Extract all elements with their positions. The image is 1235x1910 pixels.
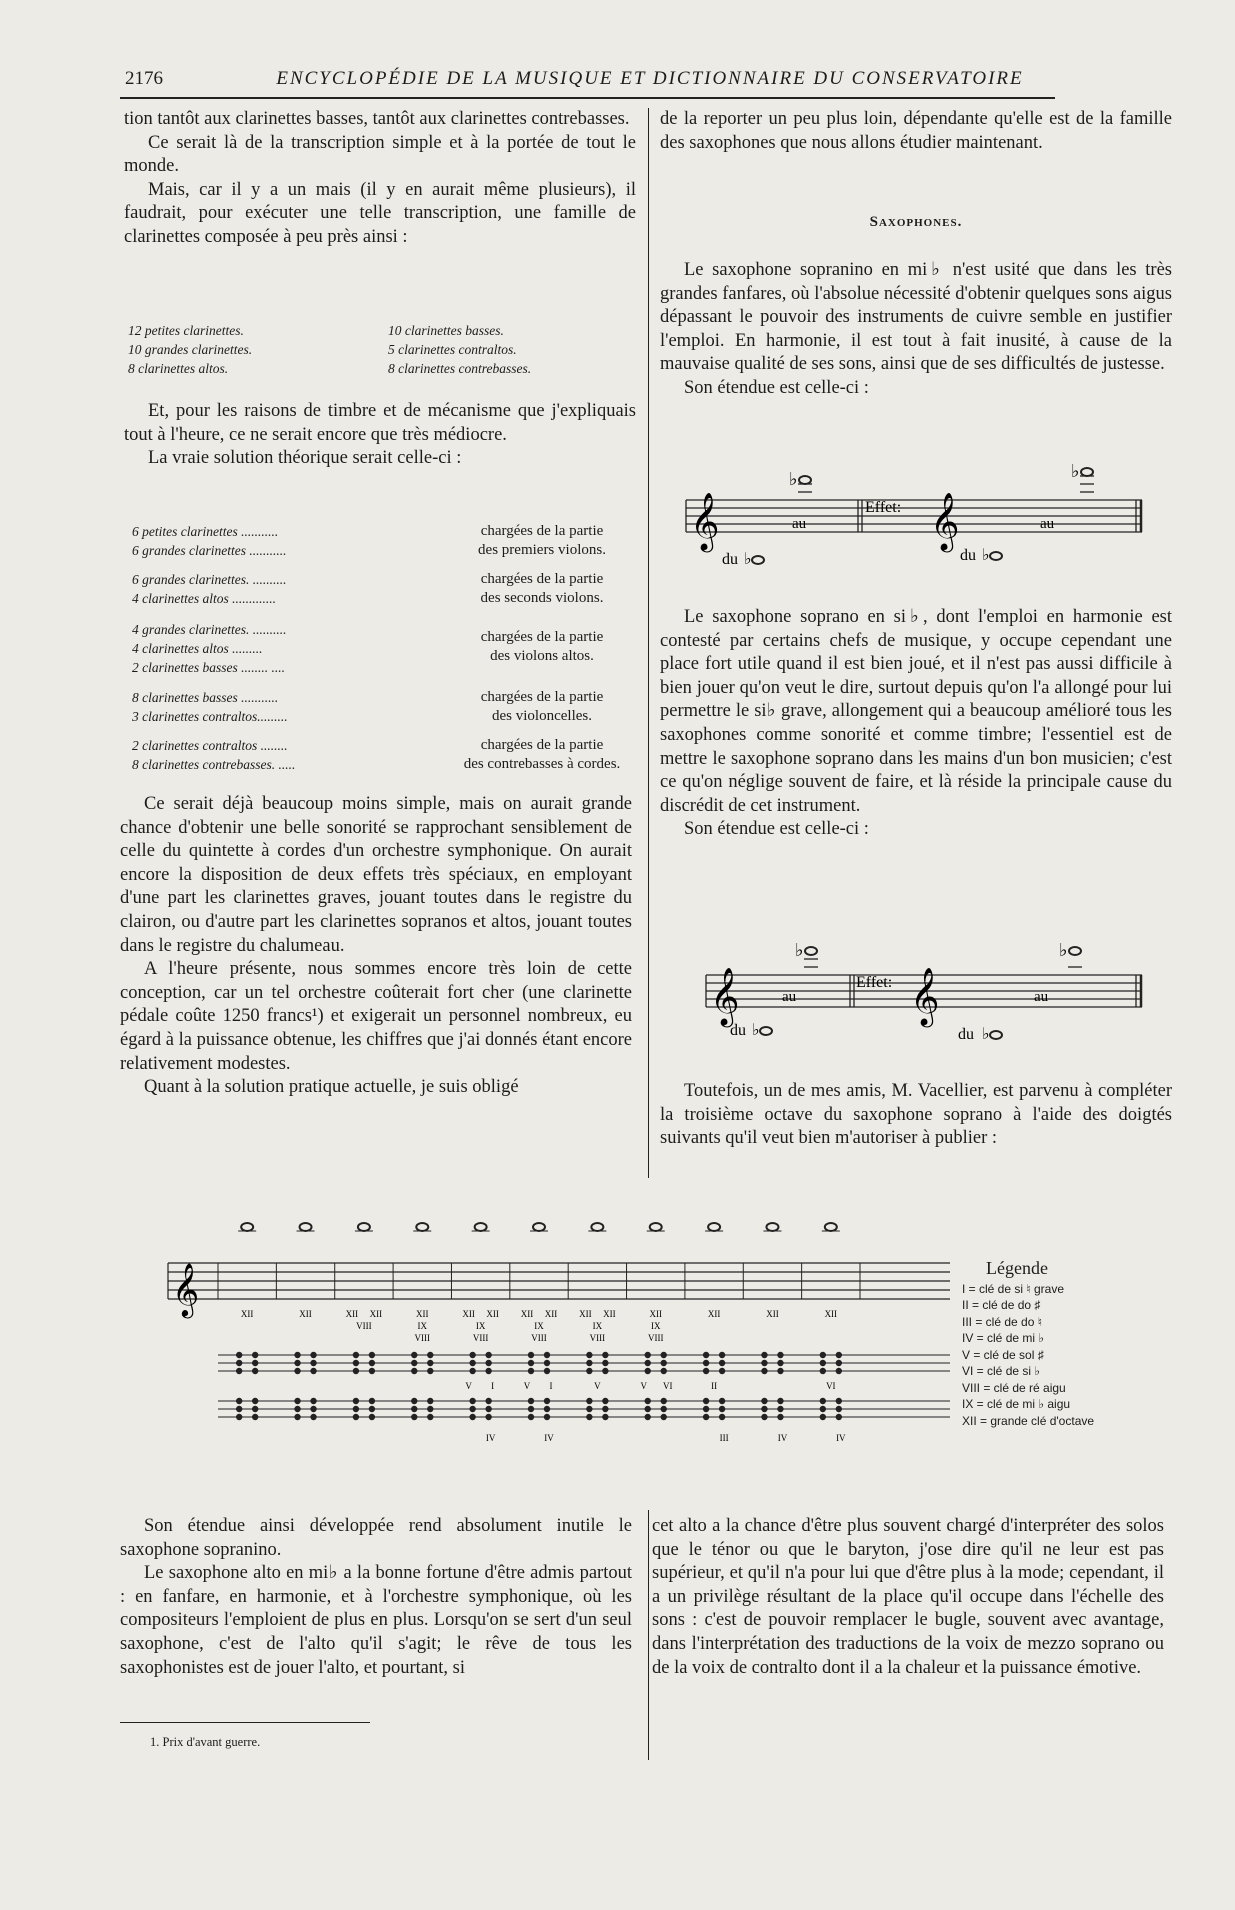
flat-icon: ♭ [795, 940, 804, 960]
key-dot [777, 1360, 783, 1366]
legend-item: I = clé de si ♮ grave [962, 1281, 1065, 1296]
key-label: IX [475, 1321, 486, 1331]
legend-item: III = clé de do ♮ [962, 1314, 1043, 1329]
key-dot [703, 1352, 709, 1358]
key-dot [586, 1368, 592, 1374]
key-dot [602, 1398, 608, 1404]
right-column-vacellier [660, 1080, 1172, 1151]
key-dot [820, 1398, 826, 1404]
key-dot [353, 1414, 359, 1420]
key-dot [369, 1414, 375, 1420]
key-label: V [640, 1381, 647, 1391]
paragraph: Ce serait là de la transcription simple et à la portée de tout le monde. [124, 132, 636, 177]
key-dot [703, 1360, 709, 1366]
key-label: V [465, 1381, 472, 1391]
key-dot [761, 1414, 767, 1420]
key-label: XII [369, 1309, 383, 1319]
key-dot [703, 1406, 709, 1412]
key-dot [236, 1368, 242, 1374]
key-dot [703, 1398, 709, 1404]
table-cell: des violons altos. [490, 648, 594, 664]
table-cell: 4 clarinettes altos ......... [132, 641, 263, 656]
key-dot [661, 1398, 667, 1404]
list-item: 8 clarinettes contrebasses. [388, 361, 532, 376]
left-column-mid [124, 400, 636, 471]
key-dot [252, 1406, 258, 1412]
left-column-bottom [120, 793, 632, 1100]
footnote: 1. Prix d'avant guerre. [150, 1735, 261, 1749]
key-dot [528, 1352, 534, 1358]
table-cell: 2 clarinettes contraltos ........ [132, 738, 288, 753]
clarinet-list-b [388, 321, 638, 378]
key-dot [236, 1414, 242, 1420]
key-label: IV [485, 1433, 496, 1443]
key-dot [661, 1414, 667, 1420]
key-dot [411, 1360, 417, 1366]
key-dot [310, 1414, 316, 1420]
footnote-rule [120, 1722, 370, 1723]
key-dot [661, 1360, 667, 1366]
key-dot [719, 1360, 725, 1366]
key-dot [252, 1414, 258, 1420]
note-head [416, 1223, 428, 1231]
treble-clef-icon: 𝄞 [690, 493, 720, 549]
key-label: IX [650, 1321, 661, 1331]
legend-title: Légende [986, 1258, 1048, 1278]
key-dot [761, 1406, 767, 1412]
staff-label-du: du [960, 547, 976, 564]
key-dot [310, 1398, 316, 1404]
key-label: III [719, 1433, 729, 1443]
key-label: XII [486, 1309, 499, 1319]
key-label: II [711, 1381, 718, 1391]
legend-item: VIII = clé de ré aigu [962, 1380, 1066, 1395]
note-head [475, 1223, 487, 1231]
key-label: VIII [414, 1333, 431, 1343]
staff-label-du: du [722, 551, 738, 568]
key-dot [252, 1368, 258, 1374]
note-head [533, 1223, 545, 1231]
key-label: VI [826, 1381, 836, 1391]
key-label: I [491, 1381, 495, 1391]
key-dot [485, 1398, 491, 1404]
key-dot [777, 1406, 783, 1412]
paragraph: Quant à la solution pratique actuelle, je suis obligé [144, 1077, 519, 1098]
paragraph: Le saxophone sopranino en mi♭ n'est usité que dans les très grandes fanfares, où l'absolue nécessité d'obtenir quelques sons aigus dépassant le pouvoir des instruments de cuivre semble en justifier l'emploi. En harmonie, il est tout à fait inusité, à cause de la mauvaise qualité de ses sons, ainsi que de ses difficultés de justesse. [660, 260, 1172, 375]
paragraph: cet alto a la chance d'être plus souvent chargé d'interpréter des solos que le ténor ou que le baryton, j'ose dire qu'il ne leur est pas supérieur, et qu'il n'a pour lui que d'être plus à la mode; cependant, il a un privilège résultant de la place qu'il occupe dans l'échelle des sons : c'est de pouvoir remplacer le bugle, souvent avec avantage, dans l'interprétation des traductions de la voix de mezzo soprano ou de la voix de contralto dont il a la chaleur et la puissance émotive. [652, 1516, 1164, 1678]
table-cell: 6 grandes clarinettes. .......... [132, 572, 287, 587]
key-dot [602, 1414, 608, 1420]
list-item: 12 petites clarinettes. [128, 323, 244, 338]
key-label: V [594, 1381, 601, 1391]
key-dot [544, 1368, 550, 1374]
treble-clef-icon: 𝄞 [910, 968, 940, 1024]
sopranino-range-staff [680, 460, 1150, 570]
key-dot [703, 1368, 709, 1374]
treble-clef-icon: 𝄞 [172, 1264, 200, 1315]
key-dot [645, 1398, 651, 1404]
bottom-right-column [652, 1515, 1164, 1680]
key-dot [777, 1352, 783, 1358]
key-dot [820, 1414, 826, 1420]
key-label: IX [592, 1321, 603, 1331]
key-dot [544, 1406, 550, 1412]
key-dot [544, 1414, 550, 1420]
key-dot [602, 1352, 608, 1358]
key-dot [761, 1360, 767, 1366]
key-dot [469, 1352, 475, 1358]
paragraph: La vraie solution théorique serait celle-ci : [148, 448, 462, 469]
key-dot [820, 1406, 826, 1412]
key-dot [836, 1414, 842, 1420]
key-dot [719, 1352, 725, 1358]
key-dot [485, 1352, 491, 1358]
key-dot [586, 1414, 592, 1420]
key-dot [369, 1368, 375, 1374]
note-head [300, 1223, 312, 1231]
key-dot [820, 1360, 826, 1366]
key-dot [528, 1406, 534, 1412]
legend-item: VI = clé de si ♭ [962, 1364, 1041, 1378]
key-label: I [549, 1381, 553, 1391]
key-dot [294, 1414, 300, 1420]
key-dot [645, 1368, 651, 1374]
staff-label-au: au [792, 516, 807, 532]
key-dot [353, 1368, 359, 1374]
key-dot [703, 1414, 709, 1420]
key-label: IV [836, 1433, 846, 1443]
table-cell: chargées de la partie [480, 737, 604, 753]
note-head [799, 476, 811, 484]
note-head [650, 1223, 662, 1231]
key-dot [777, 1398, 783, 1404]
key-label: XII [299, 1309, 312, 1319]
key-dot [586, 1406, 592, 1412]
staff-label-effet: Effet: [856, 974, 893, 991]
paragraph: Toutefois, un de mes amis, M. Vacellier, est parvenu à compléter la troisième octave du saxophone soprano à l'aide des doigtés suivants qu'il veut bien m'autoriser à publier : [660, 1081, 1172, 1149]
key-dot [294, 1398, 300, 1404]
staff-label-au: au [782, 989, 797, 1005]
key-dot [836, 1360, 842, 1366]
key-dot [353, 1398, 359, 1404]
key-dot [427, 1406, 433, 1412]
legend-item: IX = clé de mi ♭ aigu [962, 1397, 1071, 1411]
key-label: XII [520, 1309, 534, 1319]
table-cell: 6 grandes clarinettes ........... [132, 543, 287, 558]
legend [962, 1260, 1122, 1429]
paragraph: Ce serait déjà beaucoup moins simple, mais on aurait grande chance d'obtenir une belle sonorité se rapprochant sensiblement de celle du quintette à cordes d'un orchestre symphonique. On aurait encore la disposition de deux effets très spéciaux, en employant d'une part les clarinettes graves, jouant toutes dans le registre du clairon, ou d'autre part les clarinettes sopranos et altos, jouant toutes dans le registre du chalumeau. [120, 794, 632, 956]
table-cell: des premiers violons. [478, 542, 606, 558]
key-dot [294, 1360, 300, 1366]
paragraph: Le saxophone soprano en si♭, dont l'emploi en harmonie est contesté par certains chefs de musique, y occupe cependant une place fort utile quand il est bien joué, et il n'est pas aussi difficile à bien jouer qu'on veut le dire, surtout depuis qu'on l'a allongé pour lui permettre le si♭ grave, allongement qui a beaucoup amélioré tous les saxophones comme sonorité et comme timbre; l'essentiel est de mettre le saxophone soprano dans les mains d'un bon musicien; c'est ce qu'on néglige souvent de faire, et là réside la principale cause du discrédit de cet instrument. [660, 607, 1172, 816]
key-dot [294, 1368, 300, 1374]
right-column-soprano [660, 606, 1172, 842]
key-dot [602, 1368, 608, 1374]
key-label: IV [544, 1433, 554, 1443]
key-label: XII [579, 1309, 592, 1319]
key-label: XII [544, 1309, 558, 1319]
key-dot [252, 1360, 258, 1366]
key-dot [427, 1368, 433, 1374]
key-dot [602, 1360, 608, 1366]
key-dot [544, 1398, 550, 1404]
key-dot [469, 1360, 475, 1366]
running-title: ENCYCLOPÉDIE DE LA MUSIQUE ET DICTIONNAIRE DU CONSERVATOIRE [276, 68, 1024, 89]
key-dot [353, 1352, 359, 1358]
staff-label-effet: Effet: [865, 499, 902, 516]
key-dot [469, 1368, 475, 1374]
key-dot [294, 1352, 300, 1358]
key-dot [544, 1360, 550, 1366]
key-dot [369, 1398, 375, 1404]
key-dot [411, 1414, 417, 1420]
flat-icon: ♭ [1059, 940, 1068, 960]
key-label: VI [662, 1381, 673, 1391]
header-rule [120, 97, 1055, 99]
key-dot [719, 1398, 725, 1404]
key-dot [602, 1406, 608, 1412]
key-label: XII [766, 1309, 779, 1319]
key-dot [761, 1398, 767, 1404]
key-dot [353, 1406, 359, 1412]
key-dot [820, 1352, 826, 1358]
list-item: 8 clarinettes altos. [128, 361, 229, 376]
key-label: XII [824, 1309, 838, 1319]
note-head [358, 1223, 370, 1231]
table-cell: 2 clarinettes basses ........ .... [132, 660, 285, 675]
key-dot [645, 1352, 651, 1358]
flat-icon: ♭ [752, 1022, 760, 1039]
legend-item: IV = clé de mi ♭ [962, 1331, 1045, 1345]
key-dot [761, 1352, 767, 1358]
note-head [805, 947, 817, 955]
key-label: IX [417, 1321, 428, 1331]
key-label: VIII [356, 1321, 372, 1331]
table-cell: 3 clarinettes contraltos......... [132, 709, 288, 724]
key-dot [369, 1352, 375, 1358]
key-dot [252, 1352, 258, 1358]
key-label: XII [649, 1309, 662, 1319]
note-head [1081, 468, 1093, 476]
note-head [766, 1223, 778, 1231]
table-cell: chargées de la partie [480, 629, 604, 645]
key-label: VIII [589, 1333, 606, 1343]
key-dot [252, 1398, 258, 1404]
key-dot [761, 1368, 767, 1374]
key-dot [586, 1398, 592, 1404]
table-cell: des contrebasses à cordes. [463, 756, 621, 772]
key-dot [719, 1368, 725, 1374]
key-dot [236, 1360, 242, 1366]
key-dot [485, 1360, 491, 1366]
key-dot [645, 1360, 651, 1366]
key-dot [411, 1368, 417, 1374]
key-dot [294, 1406, 300, 1412]
key-dot [411, 1352, 417, 1358]
flat-icon: ♭ [1071, 461, 1080, 481]
key-dot [645, 1414, 651, 1420]
key-dot [236, 1398, 242, 1404]
key-dot [427, 1414, 433, 1420]
key-dot [820, 1368, 826, 1374]
table-cell: 8 clarinettes contrebasses. ..... [132, 757, 296, 772]
right-column-top [660, 108, 1172, 155]
key-label: VIII [472, 1333, 489, 1343]
key-dot [586, 1352, 592, 1358]
key-dot [528, 1414, 534, 1420]
paragraph: de la reporter un peu plus loin, dépendante qu'elle est de la famille des saxophones que nous allons étudier maintenant. [660, 109, 1172, 153]
note-head [990, 552, 1002, 560]
paragraph: Le saxophone alto en mi♭ a la bonne fortune d'être admis partout : en fanfare, en harmonie, et à l'orchestre symphonique, où les compositeurs l'emploient de plus en plus. Lorsqu'on se sert d'un seul saxophone, c'est de l'alto qu'il s'agit; le rêve de tous les saxophonistes est de jouer l'alto, et pourtant, si [120, 1563, 632, 1678]
key-dot [353, 1360, 359, 1366]
paragraph: A l'heure présente, nous sommes encore très loin de cette conception, car un tel orchestre coûterait fort cher (une clarinette pédale coûte 1250 francs¹) et exigerait un personnel nombreux, eu égard à la puissance obtenue, les chiffres que j'ai donnés étant encore relativement modestes. [120, 959, 632, 1074]
note-head [591, 1223, 603, 1231]
key-dot [469, 1414, 475, 1420]
staff-label-du: du [958, 1026, 974, 1043]
key-dot [719, 1414, 725, 1420]
key-label: V [523, 1381, 531, 1391]
table-cell: 4 grandes clarinettes. .......... [132, 622, 287, 637]
key-dot [836, 1406, 842, 1412]
key-dot [836, 1368, 842, 1374]
key-dot [310, 1368, 316, 1374]
note-head [708, 1223, 720, 1231]
key-dot [411, 1398, 417, 1404]
key-dot [586, 1360, 592, 1366]
key-dot [485, 1368, 491, 1374]
key-dot [777, 1414, 783, 1420]
paragraph: Son étendue ainsi développée rend absolument inutile le saxophone sopranino. [120, 1516, 632, 1560]
page-number: 2176 [125, 68, 163, 89]
list-item: 5 clarinettes contraltos. [388, 342, 517, 357]
note-head [825, 1223, 837, 1231]
key-dot [427, 1398, 433, 1404]
key-dot [236, 1352, 242, 1358]
key-dot [645, 1406, 651, 1412]
staff-label-du: du [730, 1022, 746, 1039]
legend-item: XII = grande clé d'octave [962, 1413, 1095, 1428]
key-dot [661, 1352, 667, 1358]
key-dot [719, 1406, 725, 1412]
table-cell: 4 clarinettes altos ............. [132, 591, 276, 606]
key-dot [469, 1398, 475, 1404]
note-head [760, 1027, 772, 1035]
key-label: VIII [531, 1333, 547, 1343]
key-label: XII [416, 1309, 429, 1319]
key-dot [411, 1406, 417, 1412]
table-cell: des violoncelles. [492, 708, 592, 724]
page-header [125, 68, 1055, 94]
key-dot [528, 1398, 534, 1404]
key-label: XII [707, 1309, 721, 1319]
paragraph: Et, pour les raisons de timbre et de mécanisme que j'expliquais tout à l'heure, ce ne serait encore que très médiocre. [124, 401, 636, 445]
key-dot [777, 1368, 783, 1374]
key-dot [427, 1360, 433, 1366]
table-cell: chargées de la partie [480, 689, 604, 705]
legend-item: V = clé de sol ♯ [962, 1347, 1044, 1362]
key-label: XII [345, 1309, 359, 1319]
key-dot [661, 1406, 667, 1412]
treble-clef-icon: 𝄞 [930, 493, 960, 549]
key-dot [236, 1406, 242, 1412]
key-dot [836, 1352, 842, 1358]
key-label: VIII [647, 1333, 664, 1343]
list-item: 10 clarinettes basses. [388, 323, 504, 338]
key-label: XII [462, 1309, 475, 1319]
paragraph: Mais, car il y a un mais (il y en aurait même plusieurs), il faudrait, pour exécuter une telle transcription, une famille de clarinettes composée à peu près ainsi : [124, 179, 636, 247]
key-label: XII [240, 1309, 254, 1319]
key-dot [369, 1360, 375, 1366]
bottom-left-column [120, 1515, 632, 1680]
key-dot [310, 1352, 316, 1358]
legend-item: II = clé de do ♯ [962, 1298, 1041, 1312]
key-dot [485, 1406, 491, 1412]
right-column-saxophones [660, 259, 1172, 401]
flat-icon: ♭ [744, 551, 752, 568]
key-dot [485, 1414, 491, 1420]
table-cell: des seconds violons. [480, 590, 604, 606]
key-label: XII [603, 1309, 616, 1319]
note-head [1069, 947, 1081, 955]
orchestra-table [132, 522, 642, 772]
key-dot [544, 1352, 550, 1358]
flat-icon: ♭ [789, 469, 798, 489]
key-dot [427, 1352, 433, 1358]
column-divider-bottom [648, 1510, 649, 1760]
paragraph: tion tantôt aux clarinettes basses, tantôt aux clarinettes contrebasses. [124, 109, 630, 129]
table-cell: chargées de la partie [480, 571, 604, 587]
key-dot [528, 1360, 534, 1366]
section-title: Saxophones. [869, 214, 963, 230]
clarinet-list-a [128, 321, 378, 378]
flat-icon: ♭ [982, 1026, 990, 1043]
paragraph: Son étendue est celle-ci : [684, 819, 869, 840]
key-dot [310, 1406, 316, 1412]
table-cell: chargées de la partie [480, 523, 604, 539]
staff-label-au: au [1034, 989, 1049, 1005]
fingering-chart [160, 1205, 955, 1465]
table-cell: 6 petites clarinettes ........... [132, 524, 279, 539]
note-head [752, 556, 764, 564]
left-column-top [124, 108, 636, 250]
key-label: IX [534, 1321, 544, 1331]
treble-clef-icon: 𝄞 [710, 968, 740, 1024]
flat-icon: ♭ [982, 547, 990, 564]
note-head [990, 1031, 1002, 1039]
table-cell: 8 clarinettes basses ........... [132, 690, 279, 705]
soprano-range-staff [700, 935, 1150, 1045]
staff-label-au: au [1040, 516, 1055, 532]
list-item: 10 grandes clarinettes. [128, 342, 253, 357]
key-dot [369, 1406, 375, 1412]
paragraph: Son étendue est celle-ci : [684, 377, 869, 398]
key-dot [310, 1360, 316, 1366]
key-label: IV [777, 1433, 788, 1443]
key-dot [836, 1398, 842, 1404]
key-dot [661, 1368, 667, 1374]
key-dot [469, 1406, 475, 1412]
note-head [241, 1223, 253, 1231]
key-dot [528, 1368, 534, 1374]
